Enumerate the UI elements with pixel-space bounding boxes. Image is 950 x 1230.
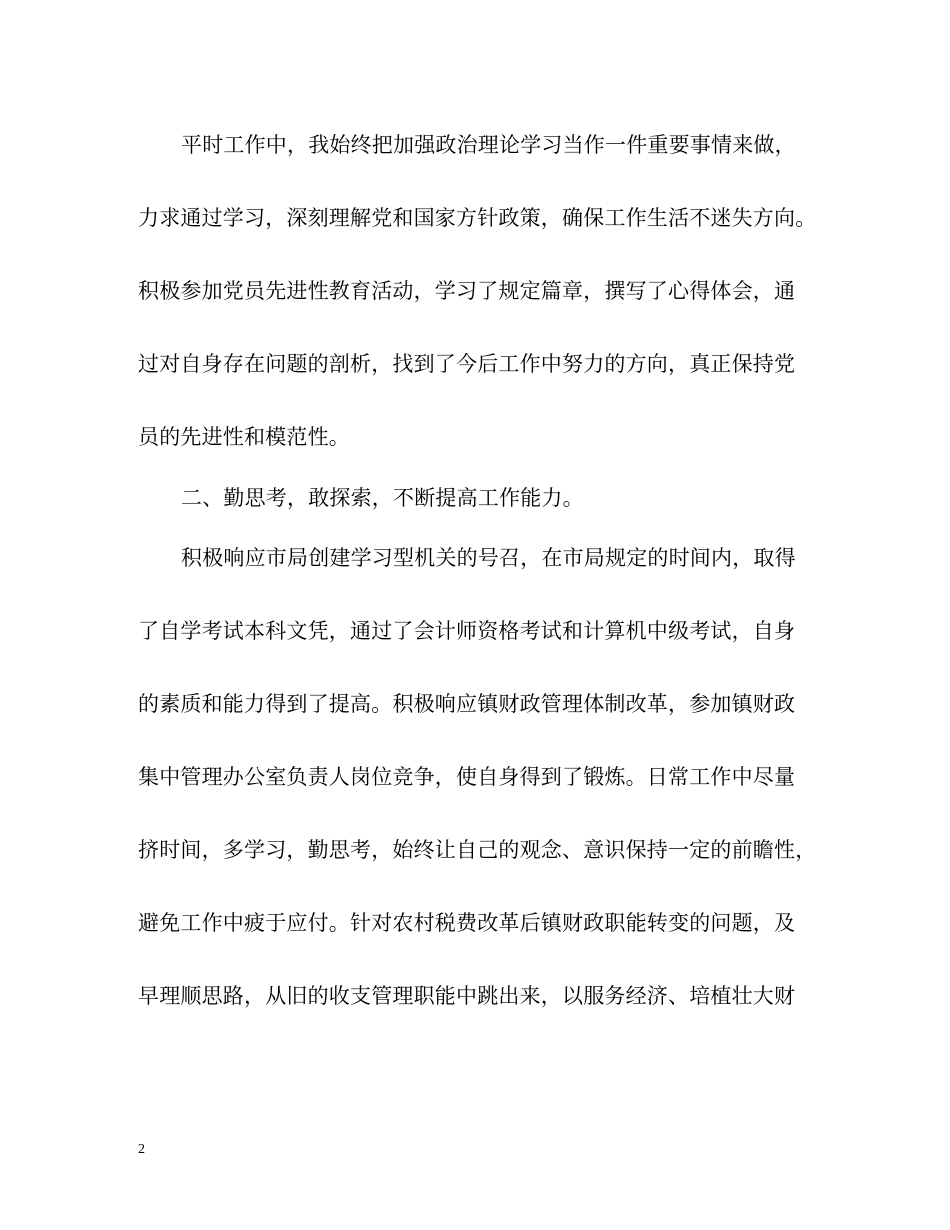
body-line: 员的先进性和模范性。 — [138, 425, 350, 449]
body-line: 积极响应市局创建学习型机关的号召，在市局规定的时间内，取得 — [181, 546, 796, 570]
body-line: 了自学考试本科文凭，通过了会计师资格考试和计算机中级考试，自身 — [138, 619, 796, 643]
body-line: 过对自身存在问题的剖析，找到了今后工作中努力的方向，真正保持党 — [138, 352, 796, 376]
page-number: 2 — [138, 1142, 145, 1157]
body-line: 集中管理办公室负责人岗位竞争，使自身得到了锻炼。日常工作中尽量 — [138, 765, 796, 789]
body-line: 挤时间，多学习，勤思考，始终让自己的观念、意识保持一定的前瞻性， — [138, 838, 817, 862]
body-line: 力求通过学习，深刻理解党和国家方针政策，确保工作生活不迷失方向。 — [138, 206, 817, 230]
body-line: 避免工作中疲于应付。针对农村税费改革后镇财政职能转变的问题，及 — [138, 911, 796, 935]
body-line: 早理顺思路，从旧的收支管理职能中跳出来，以服务经济、培植壮大财 — [138, 984, 796, 1008]
body-line: 平时工作中，我始终把加强政治理论学习当作一件重要事情来做， — [181, 133, 796, 157]
body-line: 积极参加党员先进性教育活动，学习了规定篇章，撰写了心得体会，通 — [138, 279, 796, 303]
body-line: 的素质和能力得到了提高。积极响应镇财政管理体制改革，参加镇财政 — [138, 692, 796, 716]
section-heading: 二、勤思考，敢探索，不断提高工作能力。 — [181, 486, 584, 510]
